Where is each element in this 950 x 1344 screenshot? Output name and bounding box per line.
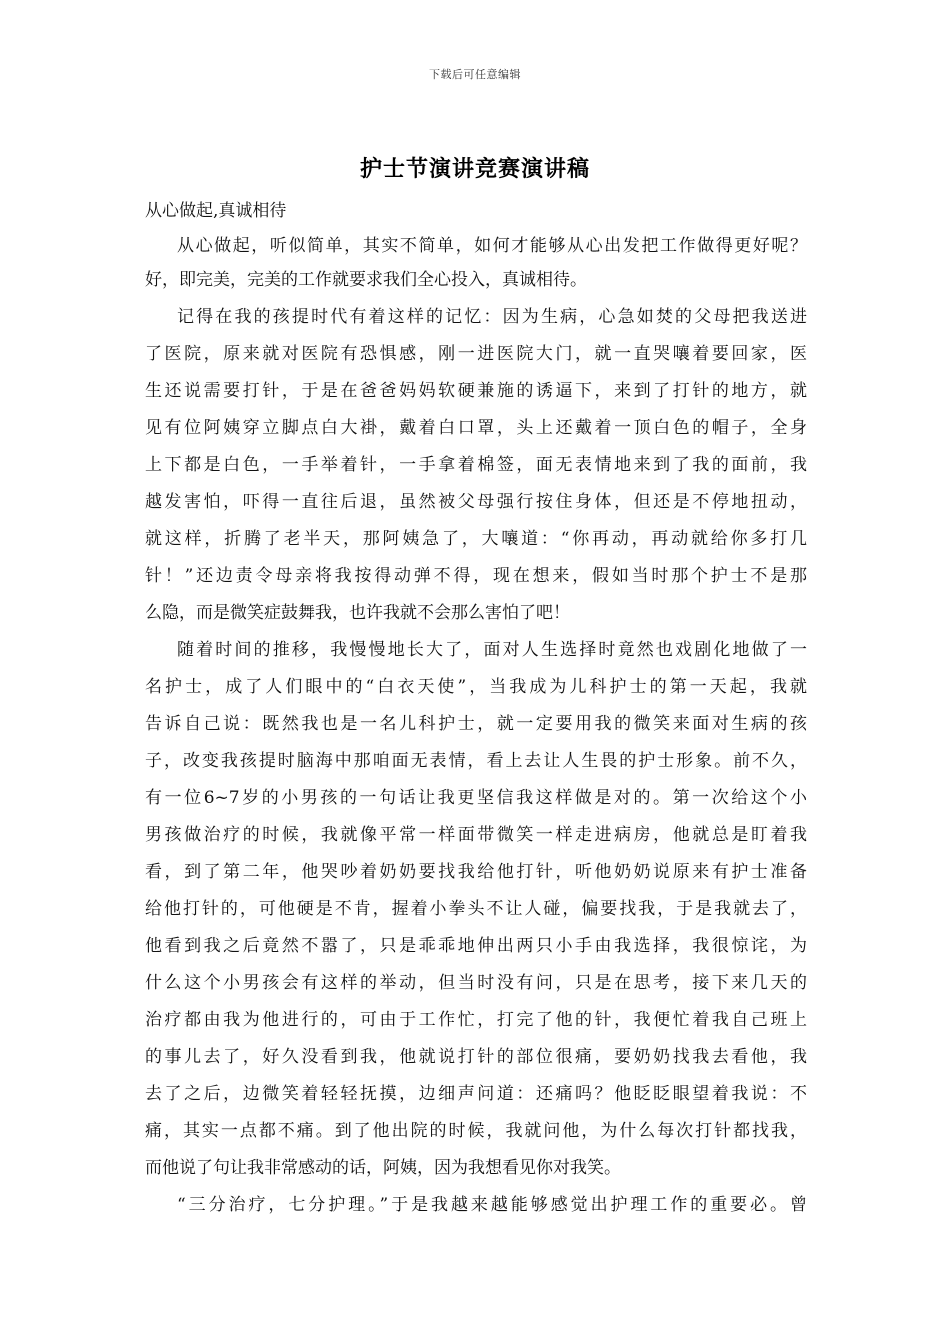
paragraph-line: 有一位6~7岁的小男孩的一句话让我更坚信我这样做是对的。第一次给这个小 bbox=[145, 788, 807, 808]
paragraph-line: 去了之后，边微笑着轻轻抚摸，边细声问道：还痛吗？他眨眨眼望着我说：不 bbox=[145, 1084, 807, 1104]
paragraph-line: 而他说了句让我非常感动的话，阿姨，因为我想看见你对我笑。 bbox=[145, 1158, 621, 1178]
paragraph-line: 就这样，折腾了老半天，那阿姨急了，大嚷道：“你再动，再动就给你多打几 bbox=[145, 529, 807, 549]
paragraph-line: 么隐，而是微笑症鼓舞我，也许我就不会那么害怕了吧！ bbox=[145, 603, 570, 623]
paragraph-line: 给他打针的，可他硬是不肯，握着小拳头不让人碰，偏要找我，于是我就去了， bbox=[145, 899, 807, 919]
paragraph-line: 治疗都由我为他进行的，可由于工作忙，打完了他的针，我便忙着我自己班上 bbox=[145, 1010, 807, 1030]
paragraph-line: 记得在我的孩提时代有着这样的记忆：因为生病，心急如焚的父母把我送进 bbox=[177, 307, 807, 327]
paragraph-line: 了医院，原来就对医院有恐惧感，刚一进医院大门，就一直哭嚷着要回家，医 bbox=[145, 344, 807, 364]
paragraph-line: 好，即完美，完美的工作就要求我们全心投入，真诚相待。 bbox=[145, 270, 587, 290]
paragraph-line: 的事儿去了，好久没看到我，他就说打针的部位很痛，要奶奶找我去看他，我 bbox=[145, 1047, 807, 1067]
paragraph-line: “三分治疗，七分护理。”于是我越来越能够感觉出护理工作的重要必。曾 bbox=[177, 1195, 807, 1215]
paragraph-line: 什么这个小男孩会有这样的举动，但当时没有问，只是在思考，接下来几天的 bbox=[145, 973, 807, 993]
paragraph-line: 上下都是白色，一手举着针，一手拿着棉签，面无表情地来到了我的面前，我 bbox=[145, 455, 807, 475]
paragraph-line: 看，到了第二年，他哭吵着奶奶要找我给他打针，听他奶奶说原来有护士准备 bbox=[145, 862, 807, 882]
paragraph-line: 子，改变我孩提时脑海中那咱面无表情，看上去让人生畏的护士形象。前不久， bbox=[145, 751, 807, 771]
paragraph-line: 男孩做治疗的时候，我就像平常一样面带微笑一样走进病房，他就总是盯着我 bbox=[145, 825, 807, 845]
paragraph-line: 告诉自己说：既然我也是一名儿科护士，就一定要用我的微笑来面对生病的孩 bbox=[145, 714, 807, 734]
paragraph-line: 痛，其实一点都不痛。到了他出院的时候，我就问他，为什么每次打针都找我， bbox=[145, 1121, 807, 1141]
paragraph-line: 越发害怕，吓得一直往后退，虽然被父母强行按住身体，但还是不停地扭动， bbox=[145, 492, 807, 512]
paragraph-line: 随着时间的推移，我慢慢地长大了，面对人生选择时竟然也戏剧化地做了一 bbox=[177, 640, 807, 660]
paragraph-line: 生还说需要打针，于是在爸爸妈妈软硬兼施的诱逼下，来到了打针的地方，就 bbox=[145, 381, 807, 401]
document-title: 护士节演讲竞赛演讲稿 bbox=[359, 156, 590, 182]
document-subtitle: 从心做起,真诚相待 bbox=[145, 201, 287, 221]
paragraph-line: 见有位阿姨穿立脚点白大褂，戴着白口罩，头上还戴着一顶白色的帽子，全身 bbox=[145, 418, 807, 438]
paragraph-line: 从心做起，听似简单，其实不简单，如何才能够从心出发把工作做得更好呢？ bbox=[177, 236, 807, 256]
header-note: 下载后可任意编辑 bbox=[429, 68, 521, 81]
paragraph-line: 他看到我之后竟然不嚣了，只是乖乖地伸出两只小手由我选择，我很惊诧，为 bbox=[145, 936, 807, 956]
paragraph-line: 针！”还边责令母亲将我按得动弹不得，现在想来，假如当时那个护士不是那 bbox=[145, 566, 807, 586]
paragraph-line: 名护士，成了人们眼中的“白衣天使”，当我成为儿科护士的第一天起，我就 bbox=[145, 677, 807, 697]
